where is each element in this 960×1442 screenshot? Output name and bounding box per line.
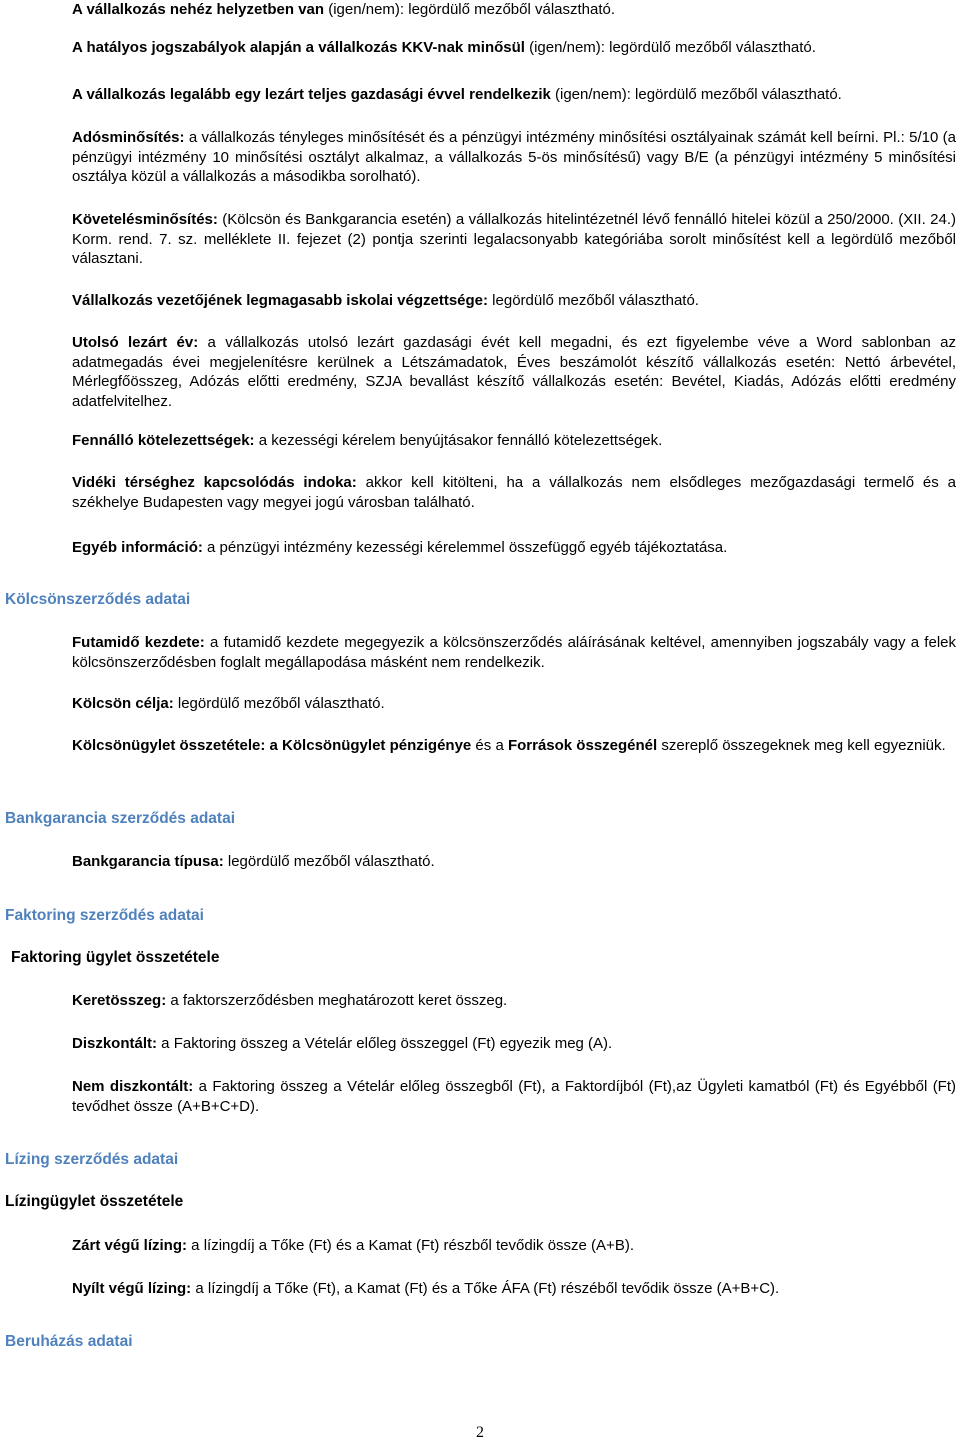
paragraph-nyilt-vegu-lizing: Nyílt végű lízing: a lízingdíj a Tőke (Ft), a Kamat (Ft) és a Tőke ÁFA (Ft) részéből tevődik össze (A+B+C).	[72, 1280, 780, 1297]
paragraph-futamido-kezdete: Futamidő kezdete: a futamidő kezdete megegyezik a kölcsönszerződés aláírásának keltével, amennyiben jogszabály vagy a felek kölcsönszerződésben foglalt megállapodása másként nem rendelkezik.	[72, 634, 956, 671]
section-heading-beruhazas: Beruházás adatai	[5, 1333, 133, 1350]
paragraph-bankgarancia-tipusa: Bankgarancia típusa: legördülő mezőből választható.	[72, 853, 435, 870]
subheading-lizingugylet: Lízingügylet összetétele	[5, 1193, 184, 1210]
paragraph-vezeto-vegzettseg: Vállalkozás vezetőjének legmagasabb iskolai végzettsége: legördülő mezőből választható.	[72, 292, 699, 309]
paragraph-lezart-ev: A vállalkozás legalább egy lezárt teljes gazdasági évvel rendelkezik (igen/nem): legördülő mezőből választható.	[72, 86, 842, 103]
paragraph-kovetelesminosites: Követelésminősítés: (Kölcsön és Bankgarancia esetén) a vállalkozás hitelintézetnél lévő fennálló hitelei közül a 250/2000. (XII. 24.) Korm. rend. 7. sz. melléklete II. fejezet (2) pontja szerinti legalacsonyabb kategóriába sorolt minősítést kell a legördülő mezőből választani.	[72, 211, 956, 267]
paragraph-diszkontalt: Diszkontált: a Faktoring összeg a Vételár előleg összeggel (Ft) egyezik meg (A).	[72, 1035, 613, 1052]
section-heading-kolcsonszerzodes: Kölcsönszerződés adatai	[5, 591, 191, 608]
section-heading-bankgarancia: Bankgarancia szerződés adatai	[5, 810, 236, 827]
paragraph-nehez-helyzet: A vállalkozás nehéz helyzetben van (igen/nem): legördülő mezőből választható.	[72, 1, 616, 18]
paragraph-nem-diszkontalt: Nem diszkontált: a Faktoring összeg a Vételár előleg összegből (Ft), a Faktordíjból (Ft),az Ügyleti kamatból (Ft) és Egyébből (Ft) tevődhet össze (A+B+C+D).	[72, 1078, 957, 1115]
page-number: 2	[476, 1424, 484, 1441]
paragraph-adosminosites: Adósminősítés: a vállalkozás tényleges minősítését és a pénzügyi intézmény minősítési osztályainak számát kell beírni. Pl.: 5/10 (a pénzügyi intézmény 10 minősítési osztályt alkalmaz, a vállalkozás 5-ös minősítésű) vagy B/E (a pénzügyi intézmény 5 minősítési osztálya közül a vállalkozás a másodikba sorolható).	[72, 129, 956, 185]
section-heading-lizing: Lízing szerződés adatai	[5, 1151, 179, 1168]
subheading-faktoring-ugylet: Faktoring ügylet összetétele	[11, 949, 220, 966]
paragraph-kolcson-celja: Kölcsön célja: legördülő mezőből választható.	[72, 695, 385, 712]
paragraph-utolso-lezart-ev: Utolsó lezárt év: a vállalkozás utolsó lezárt gazdasági évét kell megadni, és ezt figyelembe véve a Word sablonban az adatmegadás évei megjelenítésre kerülnek a Létszámadatok, Éves beszámolót készítő vállalkozás esetén: Nettó árbevétel, Mérlegfőösszeg, Adózás előtti eredmény, SZJA bevallást készítő vállalkozás esetén: Bevétel, Kiadás, Adózás előtti eredmény adatfelvitelhez.	[72, 334, 956, 410]
paragraph-kkv: A hatályos jogszabályok alapján a vállalkozás KKV-nak minősül (igen/nem): legördülő mezőből választható.	[72, 39, 816, 56]
paragraph-keretosszeg: Keretösszeg: a faktorszerződésben meghatározott keret összeg.	[72, 992, 508, 1009]
paragraph-zart-vegu-lizing: Zárt végű lízing: a lízingdíj a Tőke (Ft) és a Kamat (Ft) részből tevődik össze (A+B).	[72, 1237, 634, 1254]
paragraph-kolcsonugylet-osszetetele: Kölcsönügylet összetétele: a Kölcsönügylet pénzigénye és a Források összegénél szereplő összegeknek meg kell egyezniük.	[72, 737, 946, 754]
paragraph-egyeb-informacio: Egyéb információ: a pénzügyi intézmény kezességi kérelemmel összefüggő egyéb tájékoztatása.	[72, 539, 728, 556]
section-heading-faktoring: Faktoring szerződés adatai	[5, 907, 204, 924]
paragraph-fennallo-kotelezettsegek: Fennálló kötelezettségek: a kezességi kérelem benyújtásakor fennálló kötelezettségek.	[72, 432, 663, 449]
paragraph-videki-terseg: Vidéki térséghez kapcsolódás indoka: akkor kell kitölteni, ha a vállalkozás nem elsődleges mezőgazdasági termelő és a székhelye Budapesten vagy megyei jogú városban található.	[72, 474, 956, 511]
